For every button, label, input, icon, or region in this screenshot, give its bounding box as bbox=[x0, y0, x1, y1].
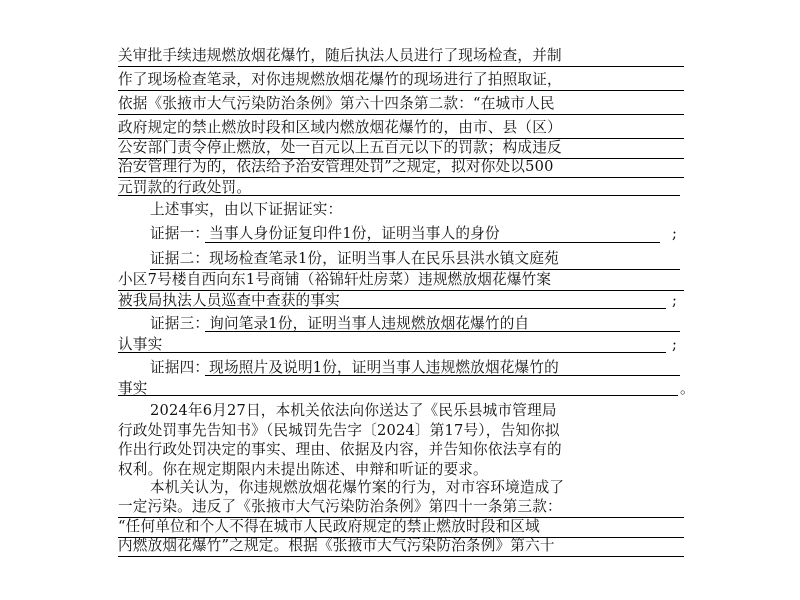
underline-fill bbox=[118, 308, 666, 309]
underline-fill bbox=[205, 375, 680, 376]
notice-line-2: 行政处罚事先告知书》（民城罚先告字〔2024〕第17号），告知你拟 bbox=[118, 422, 560, 440]
evidence-intro: 上述事实，由以下证据证实： bbox=[150, 201, 343, 219]
evidence-2-end: 被我局执法人员巡查中查获的事实 bbox=[118, 292, 340, 309]
text-line-4: 政府规定的禁止燃放时段和区域内燃放烟花爆竹的，由市、县（区） bbox=[118, 118, 684, 139]
opinion-line-3: “任何单位和个人不得在城市人民政府规定的禁止燃放时段和区域 bbox=[118, 517, 684, 538]
evidence-3-cont: 认事实 bbox=[118, 336, 163, 354]
text-line-5: 公安部门责令停止燃放，处一百元以上五百元以下的罚款；构成违反 bbox=[118, 138, 684, 159]
underline-fill bbox=[118, 395, 678, 396]
text-line-3: 依据《张掖市大气污染防治条例》第六十四条第二款：“在城市人民 bbox=[118, 94, 684, 115]
end-mark: 。 bbox=[680, 379, 695, 397]
text-line-6: 治安管理行为的，依法给予治安管理处罚”之规定，拟对你处以500 bbox=[118, 157, 684, 178]
evidence-2-cont: 小区7号楼自西向东1号商铺（裕锦轩灶房菜）违规燃放烟花爆竹案 bbox=[118, 270, 684, 291]
opinion-line-2: 一定污染。违反了《张掖市大气污染防治条例》第四十一条第三款： bbox=[118, 497, 684, 518]
text-line-7: 元罚款的行政处罚。 bbox=[118, 178, 252, 196]
opinion-line-1: 本机关认为，你违规燃放烟花爆竹案的行为，对市容环境造成了 bbox=[150, 479, 565, 497]
evidence-2: 证据二：现场检查笔录1份，证明当事人在民乐县洪水镇文庭苑 bbox=[150, 249, 680, 270]
end-mark: ; bbox=[672, 292, 678, 309]
evidence-4: 证据四：现场照片及说明1份，证明当事人违规燃放烟花爆竹的 bbox=[150, 358, 559, 376]
end-mark: ; bbox=[672, 336, 678, 354]
end-mark: ; bbox=[672, 225, 678, 243]
notice-line-3: 作出行政处罚决定的事实、理由、依据及内容，并告知你依法享有的 bbox=[118, 441, 562, 459]
underline-fill bbox=[118, 195, 680, 196]
notice-line-4: 权利。你在规定期限内未提出陈述、申辩和听证的要求。 bbox=[118, 460, 488, 478]
text-line-1: 关审批手续违规燃放烟花爆竹，随后执法人员进行了现场检查，并制 bbox=[118, 46, 684, 67]
notice-line-1: 2024年6月27日，本机关依法向你送达了《民乐县城市管理局 bbox=[150, 402, 557, 419]
underline-fill bbox=[205, 242, 660, 243]
evidence-4-cont: 事实 bbox=[118, 379, 148, 397]
underline-fill bbox=[118, 352, 666, 353]
evidence-1: 证据一：当事人身份证复印件1份，证明当事人的身份 bbox=[150, 225, 500, 243]
opinion-line-4: 内燃放烟花爆竹”之规定。根据《张掖市大气污染防治条例》第六十 bbox=[118, 536, 684, 557]
text-line-2: 作了现场检查笔录，对你违规燃放烟花爆竹的现场进行了拍照取证， bbox=[118, 70, 684, 91]
underline-fill bbox=[205, 331, 680, 332]
evidence-3: 证据三：询问笔录1份，证明当事人违规燃放烟花爆竹的自 bbox=[150, 315, 530, 333]
